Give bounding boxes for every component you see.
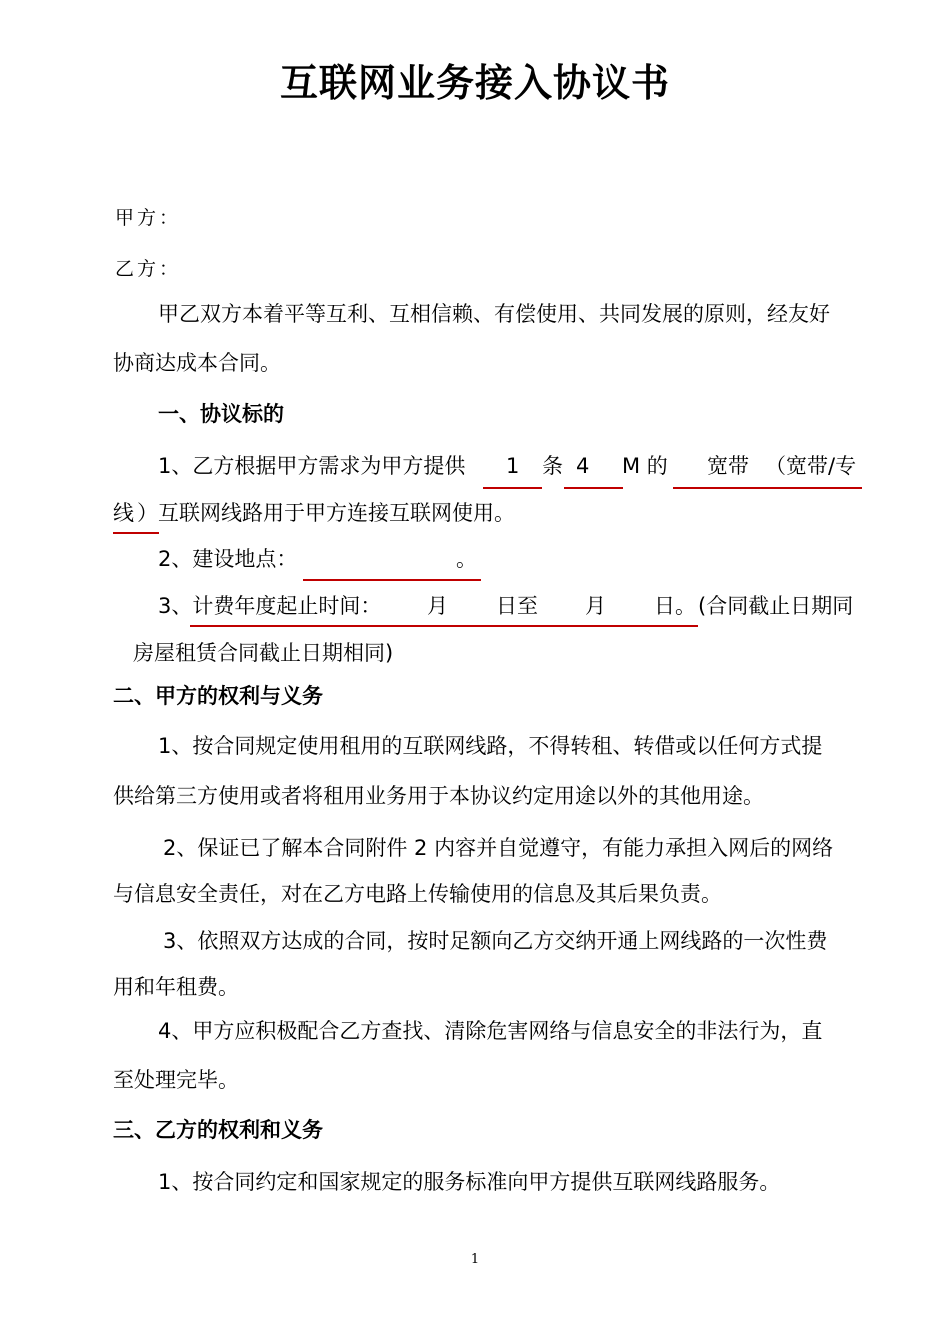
section-2-heading: 二、甲方的权利与义务 [113,684,323,708]
s1-item1-count: 1 [506,454,520,478]
s2-item1-line1: 1、按合同规定使用租用的互联网线路，不得转租、转借或以任何方式提 [158,734,823,758]
s1-item1-prefix: 1、乙方根据甲方需求为甲方提供 [158,454,466,478]
count-underline [483,487,542,489]
s1-item1-cont-word: 线 [113,501,134,525]
s1-item2-label: 2、建设地点： [158,547,298,571]
s2-item1-line2: 供给第三方使用或者将租用业务用于本协议约定用途以外的其他用途。 [113,784,764,808]
s1-item3-label: 3、计费年度起止时间： [158,594,382,618]
intro-line-1: 甲乙双方本着平等互利、互相信赖、有偿使用、共同发展的原则，经友好 [158,302,830,326]
s1-item3-note: (合同截止日期同 [698,594,854,618]
s1-item1-speed: 4 [576,454,590,478]
s1-item1-cont-rest: ）互联网线路用于甲方连接互联网使用。 [137,501,515,525]
s1-item3-day2: 日。 [654,594,696,618]
period-underline [190,625,698,627]
s2-item3-line1: 3、依照双方达成的合同，按时足额向乙方交纳开通上网线路的一次性费 [163,929,828,953]
party-a-label: 甲方： [115,207,182,229]
speed-underline [564,487,623,489]
s3-item1-line1: 1、按合同约定和国家规定的服务标准向甲方提供互联网线路服务。 [158,1170,781,1194]
s1-item2-end: 。 [456,547,477,571]
s1-item1-speed-unit: M 的 [622,454,668,478]
s2-item4-line1: 4、甲方应积极配合乙方查找、清除危害网络与信息安全的非法行为，直 [158,1019,823,1043]
s2-item2-line1: 2、保证已了解本合同附件 2 内容并自觉遵守，有能力承担入网后的网络 [163,836,834,860]
page-number: 1 [470,1252,480,1267]
location-underline [303,579,481,581]
s1-item1-options: （宽带/专 [765,454,857,478]
s1-item3-month1: 月 [427,594,448,618]
type-underline [673,487,862,489]
s1-item3-day1-to: 日至 [496,594,538,618]
s2-item3-line2: 用和年租费。 [113,975,239,999]
cont-underline [113,532,159,534]
document-title: 互联网业务接入协议书 [279,61,670,105]
s1-item3-month2: 月 [585,594,606,618]
section-1-heading: 一、协议标的 [158,402,284,426]
section-3-heading: 三、乙方的权利和义务 [113,1118,323,1142]
party-b-label: 乙方： [115,258,182,280]
s1-item1-unit: 条 [542,454,563,478]
s2-item4-line2: 至处理完毕。 [113,1068,239,1092]
s1-item1-type: 宽带 [707,454,749,478]
s1-item3-note-cont: 房屋租赁合同截止日期相同) [133,641,394,665]
intro-line-2: 协商达成本合同。 [113,351,281,375]
s2-item2-line2: 与信息安全责任，对在乙方电路上传输使用的信息及其后果负责。 [113,882,722,906]
